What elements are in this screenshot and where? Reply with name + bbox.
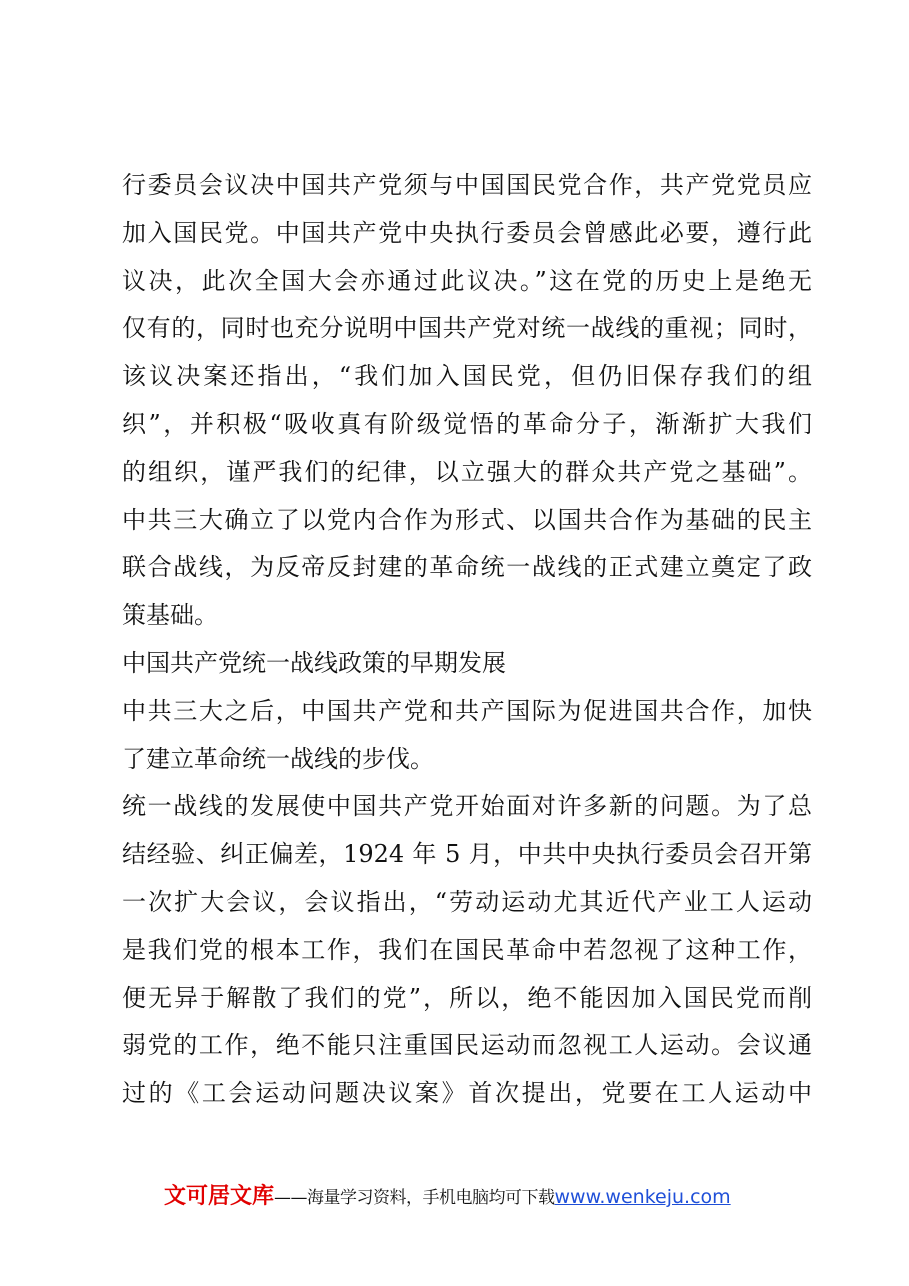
text-line: 过的《工会运动问题决议案》首次提出，党要在工人运动中: [122, 1079, 812, 1108]
text-line: 结经验、纠正偏差，1924 年 5 月，中共中央执行委员会召开第: [122, 840, 812, 869]
section-heading: 中国共产党统一战线政策的早期发展: [122, 648, 506, 677]
text-line: 织”，并积极“吸收真有阶级觉悟的革命分子，渐渐扩大我们: [122, 409, 812, 438]
text-line: 一次扩大会议，会议指出，“劳动运动尤其近代产业工人运动: [122, 887, 812, 916]
text-line: 是我们党的根本工作，我们在国民革命中若忽视了这种工作，: [122, 935, 812, 964]
text-line: 加入国民党。中国共产党中央执行委员会曾感此必要，遵行此: [122, 218, 812, 247]
brand-name: 文可居文库: [164, 1184, 275, 1209]
text-line: 该议决案还指出，“我们加入国民党，但仍旧保存我们的组: [122, 362, 812, 391]
text-line: 策基础。: [122, 601, 218, 630]
text-line: 的组织，谨严我们的纪律，以立强大的群众共产党之基础”。: [122, 457, 812, 486]
text-line: 便无异于解散了我们的党”，所以，绝不能因加入国民党而削: [122, 983, 812, 1012]
text-line: 行委员会议决中国共产党须与中国国民党合作，共产党党员应: [122, 171, 812, 199]
text-line: 联合战线，为反帝反封建的革命统一战线的正式建立奠定了政: [122, 553, 812, 582]
text-line: 了建立革命统一战线的步伐。: [122, 744, 434, 773]
document-body: [122, 162, 812, 1118]
text-line: 弱党的工作，绝不能只注重国民运动而忽视工人运动。会议通: [122, 1031, 812, 1060]
footer-banner: [164, 1180, 731, 1214]
text-line: 仅有的，同时也充分说明中国共产党对统一战线的重视；同时，: [122, 314, 812, 343]
text-line: 中共三大之后，中国共产党和共产国际为促进国共合作，加快: [122, 696, 812, 725]
text-line: 议决，此次全国大会亦通过此议决。”这在党的历史上是绝无: [122, 266, 812, 295]
site-link[interactable]: www.wenkeju.com: [554, 1186, 731, 1208]
text-line: 中共三大确立了以党内合作为形式、以国共合作为基础的民主: [122, 505, 812, 534]
footer-slogan: ——海量学习资料，手机电脑均可下载: [274, 1188, 555, 1208]
text-line: 统一战线的发展使中国共产党开始面对许多新的问题。为了总: [122, 792, 812, 821]
